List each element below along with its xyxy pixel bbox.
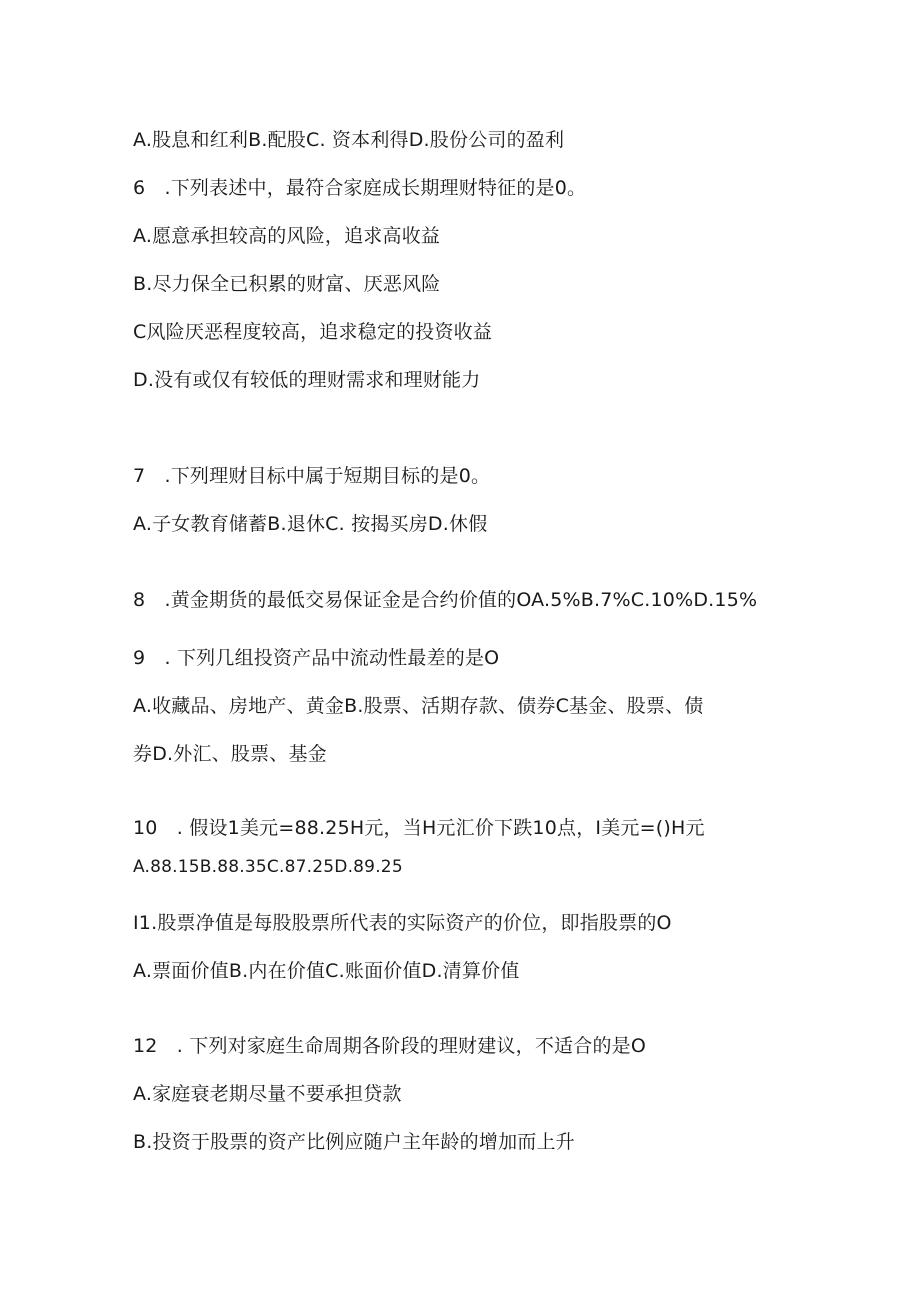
q6-option-b: B.尽力保全已积累的财富、厌恶风险	[133, 273, 441, 295]
q12-option-b: B.投资于股票的资产比例应随户主年龄的增加而上升	[133, 1131, 575, 1153]
q12-question: 12 . 下列对家庭生命周期各阶段的理财建议，不适合的是O	[133, 1035, 647, 1057]
q6-option-a: A.愿意承担较高的风险，追求高收益	[133, 225, 441, 247]
q6-option-d: D.没有或仅有较低的理财需求和理财能力	[133, 369, 481, 391]
q6-option-c: C风险厌恶程度较高，追求稳定的投资收益	[133, 321, 493, 343]
q9-options-line2: 券D.外汇、股票、基金	[133, 743, 327, 765]
q10-options: A.88.15B.88.35C.87.25D.89.25	[133, 857, 403, 877]
q9-options-line1: A.收藏品、房地产、黄金B.股票、活期存款、债券C基金、股票、债	[133, 695, 704, 717]
q7-options: A.子女教育储蓄B.退休C. 按揭买房D.休假	[133, 513, 488, 535]
q6-question: 6 .下列表述中，最符合家庭成长期理财特征的是0。	[133, 177, 587, 199]
q11-options: A.票面价值B.内在价值C.账面价值D.清算价值	[133, 960, 520, 982]
q12-option-a: A.家庭衰老期尽量不要承担贷款	[133, 1083, 402, 1105]
q10-question: 10 . 假设1美元=88.25H元，当H元汇价下跌10点，I美元=()H元	[133, 817, 705, 839]
q7-question: 7 .下列理财目标中属于短期目标的是0。	[133, 465, 491, 487]
q11-question: I1.股票净值是每股股票所代表的实际资产的价位，即指股票的O	[133, 912, 672, 934]
q8-question: 8 .黄金期货的最低交易保证金是合约价值的OA.5%B.7%C.10%D.15%	[133, 589, 758, 611]
q9-question: 9 . 下列几组投资产品中流动性最差的是O	[133, 647, 500, 669]
q5-options: A.股息和红利B.配股C. 资本利得D.股份公司的盈利	[133, 129, 565, 151]
